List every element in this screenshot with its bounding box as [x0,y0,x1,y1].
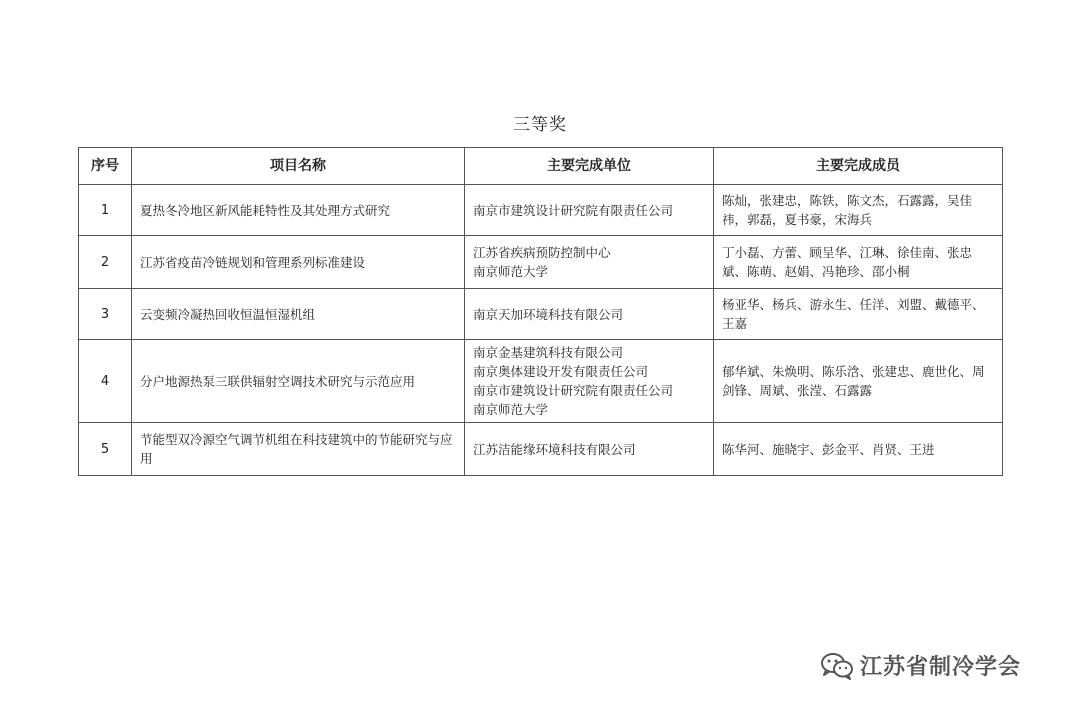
table-header-row [79,148,1003,185]
members-cell: 杨亚华、杨兵、游永生、任洋、刘盟、戴德平、王嘉 [714,289,1003,340]
project-name: 夏热冬冷地区新风能耗特性及其处理方式研究 [132,185,465,236]
column-header-number: 序号 [79,148,132,185]
units-cell [465,340,714,423]
table-row [79,289,1003,340]
table-row [79,423,1003,476]
members-cell: 郁华斌、朱焕明、陈乐浛、张建忠、鹿世化、周剑锋、周斌、张滢、石露露 [714,340,1003,423]
table-row [79,340,1003,423]
unit-name: 南京市建筑设计研究院有限责任公司 [473,202,674,218]
awards-table [78,147,1003,476]
units-cell [465,423,714,476]
table-row [79,185,1003,236]
project-name: 江苏省疫苗冷链规划和管理系列标准建设 [132,236,465,289]
row-number: 1 [79,185,132,236]
unit-name: 南京师范大学 [473,264,549,279]
project-name: 节能型双冷源空气调节机组在科技建筑中的节能研究与应用 [132,423,465,476]
units-cell [465,236,714,289]
project-name: 云变频冷凝热回收恒温恒湿机组 [132,289,465,340]
members-cell: 丁小磊、方蕾、顾呈华、江琳、徐佳南、张忠斌、陈萌、赵娟、冯艳珍、邵小桐 [714,236,1003,289]
project-name: 分户地源热泵三联供辐射空调技术研究与示范应用 [132,340,465,423]
unit-name: 南京金基建筑科技有限公司 [473,345,624,360]
unit-name: 江苏省疾病预防控制中心 [473,245,611,260]
row-number: 2 [79,236,132,289]
page-title: 三等奖 [513,115,567,135]
wechat-icon [820,651,854,681]
table-row [79,236,1003,289]
row-number: 3 [79,289,132,340]
unit-name: 南京师范大学 [473,402,549,417]
watermark [820,650,1021,681]
unit-name: 南京天加环境科技有限公司 [473,306,624,322]
column-header-members: 主要完成成员 [714,148,1003,185]
unit-name: 江苏洁能缘环境科技有限公司 [473,441,636,457]
units-cell [465,185,714,236]
column-header-project: 项目名称 [132,148,465,185]
row-number: 5 [79,423,132,476]
unit-name: 南京市建筑设计研究院有限责任公司 [473,383,674,398]
column-header-units: 主要完成单位 [465,148,714,185]
members-cell: 陈华河、施晓宇、彭金平、肖贤、王进 [714,423,1003,476]
unit-name: 南京奥体建设开发有限责任公司 [473,364,649,379]
units-cell [465,289,714,340]
row-number: 4 [79,340,132,423]
members-cell: 陈灿，张建忠，陈铁，陈文杰，石露露，吴佳祎，郭磊，夏书豪，宋海兵 [714,185,1003,236]
watermark-text: 江苏省制冷学会 [860,655,1022,680]
